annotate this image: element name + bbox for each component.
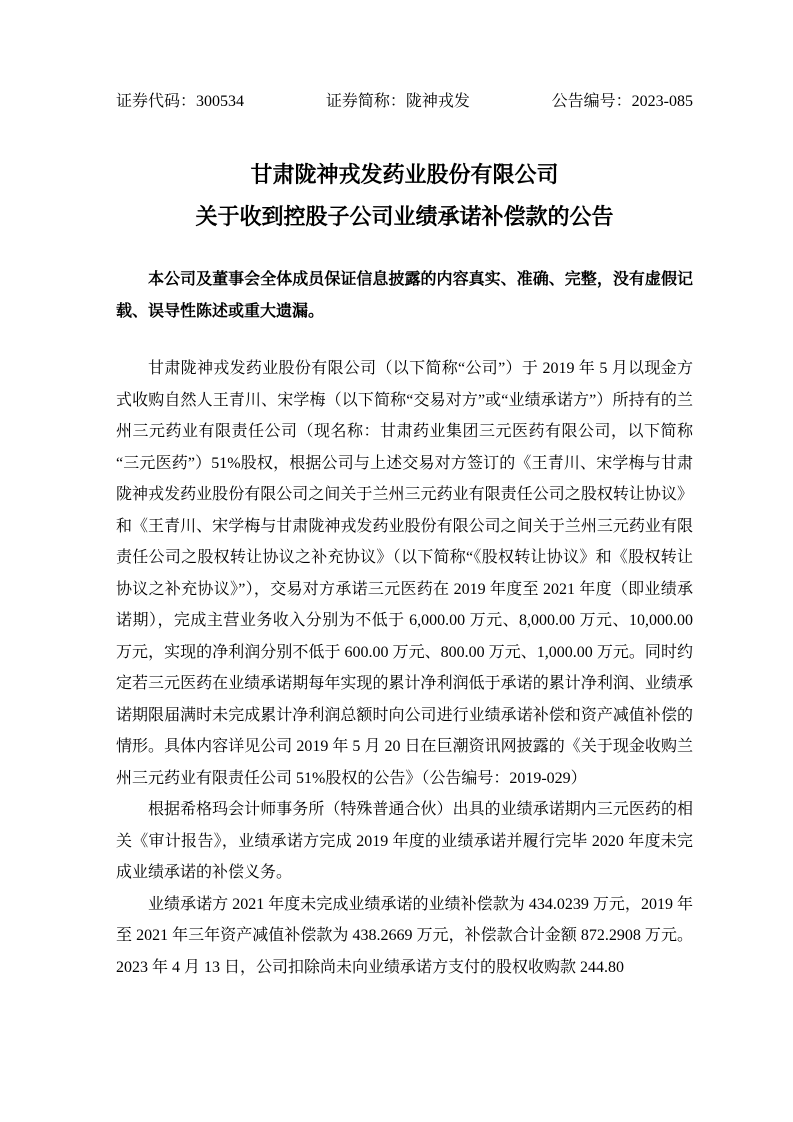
body-paragraph-audit-report: 根据希格玛会计师事务所（特殊普通合伙）出具的业绩承诺期内三元医药的相关《审计报告》，业绩承诺方完成 2019 年度的业绩承诺并履行完毕 2020 年度未完成业绩承诺的补偿义务。 [116, 801, 693, 881]
body-paragraph-acquisition-background: 甘肃陇神戎发药业股份有限公司（以下简称“公司”）于 2019 年 5 月以现金方式收购自然人王青川、宋学梅（以下简称“交易对方”或“业绩承诺方”）所持有的兰州三元药业有限责任公司（现名称：甘肃药业集团三元医药有限公司，以下简称“三元医药”）51%股权，根据公司与上述交易对方签订的《王青川、宋学梅与甘肃陇神戎发药业股份有限公司之间关于兰州三元药业有限责任公司之股权转让协议》和《王青川、宋学梅与甘肃陇神戎发药业股份有限公司之间关于兰州三元药业有限责任公司之股权转让协议之补充协议》（以下简称“《股权转让协议》和《股权转让协议之补充协议》”），交易对方承诺三元医药在 2019 年度至 2021 年度（即业绩承诺期），完成主营业务收入分别为不低于 6,000.00 万元、8,000.00 万元、10,000.00 万元，实现的净利润分别不低于 600.00 万元、800.00 万元、1,000.00 万元。同时约定若三元医药在业绩承诺期每年实现的累计净利润低于承诺的累计净利润、业绩承诺期限届满时未完成累计净利润总额时向公司进行业绩承诺补偿和资产减值补偿的情形。具体内容详见公司 2019 年 5 月 20 日在巨潮资讯网披露的《关于现金收购兰州三元药业有限责任公司 51%股权的公告》（公告编号：2019-029） [116, 360, 693, 787]
announcement-number: 公告编号：2023-085 [551, 93, 693, 110]
document-title [116, 154, 693, 238]
body-paragraph-compensation-amounts: 业绩承诺方 2021 年度未完成业绩承诺的业绩补偿款为 434.0239 万元，2019 年至 2021 年三年资产减值补偿款为 438.2669 万元，补偿款合计金额 872.2908 万元。2023 年 4 月 13 日，公司扣除尚未向业绩承诺方支付的股权收购款 244.80 [116, 895, 693, 976]
company-name-title-line: 甘肃陇神戎发药业股份有限公司 [250, 162, 559, 187]
document-header [116, 92, 693, 112]
stock-code: 证券代码：300534 [116, 93, 245, 110]
announcement-subject-title-line: 关于收到控股子公司业绩承诺补偿款的公告 [195, 204, 614, 229]
stock-abbreviation: 证券简称：陇神戎发 [325, 93, 470, 110]
truthfulness-declaration: 本公司及董事会全体成员保证信息披露的内容真实、准确、完整，没有虚假记载、误导性陈述或重大遗漏。 [116, 271, 693, 320]
document-body [116, 353, 693, 983]
